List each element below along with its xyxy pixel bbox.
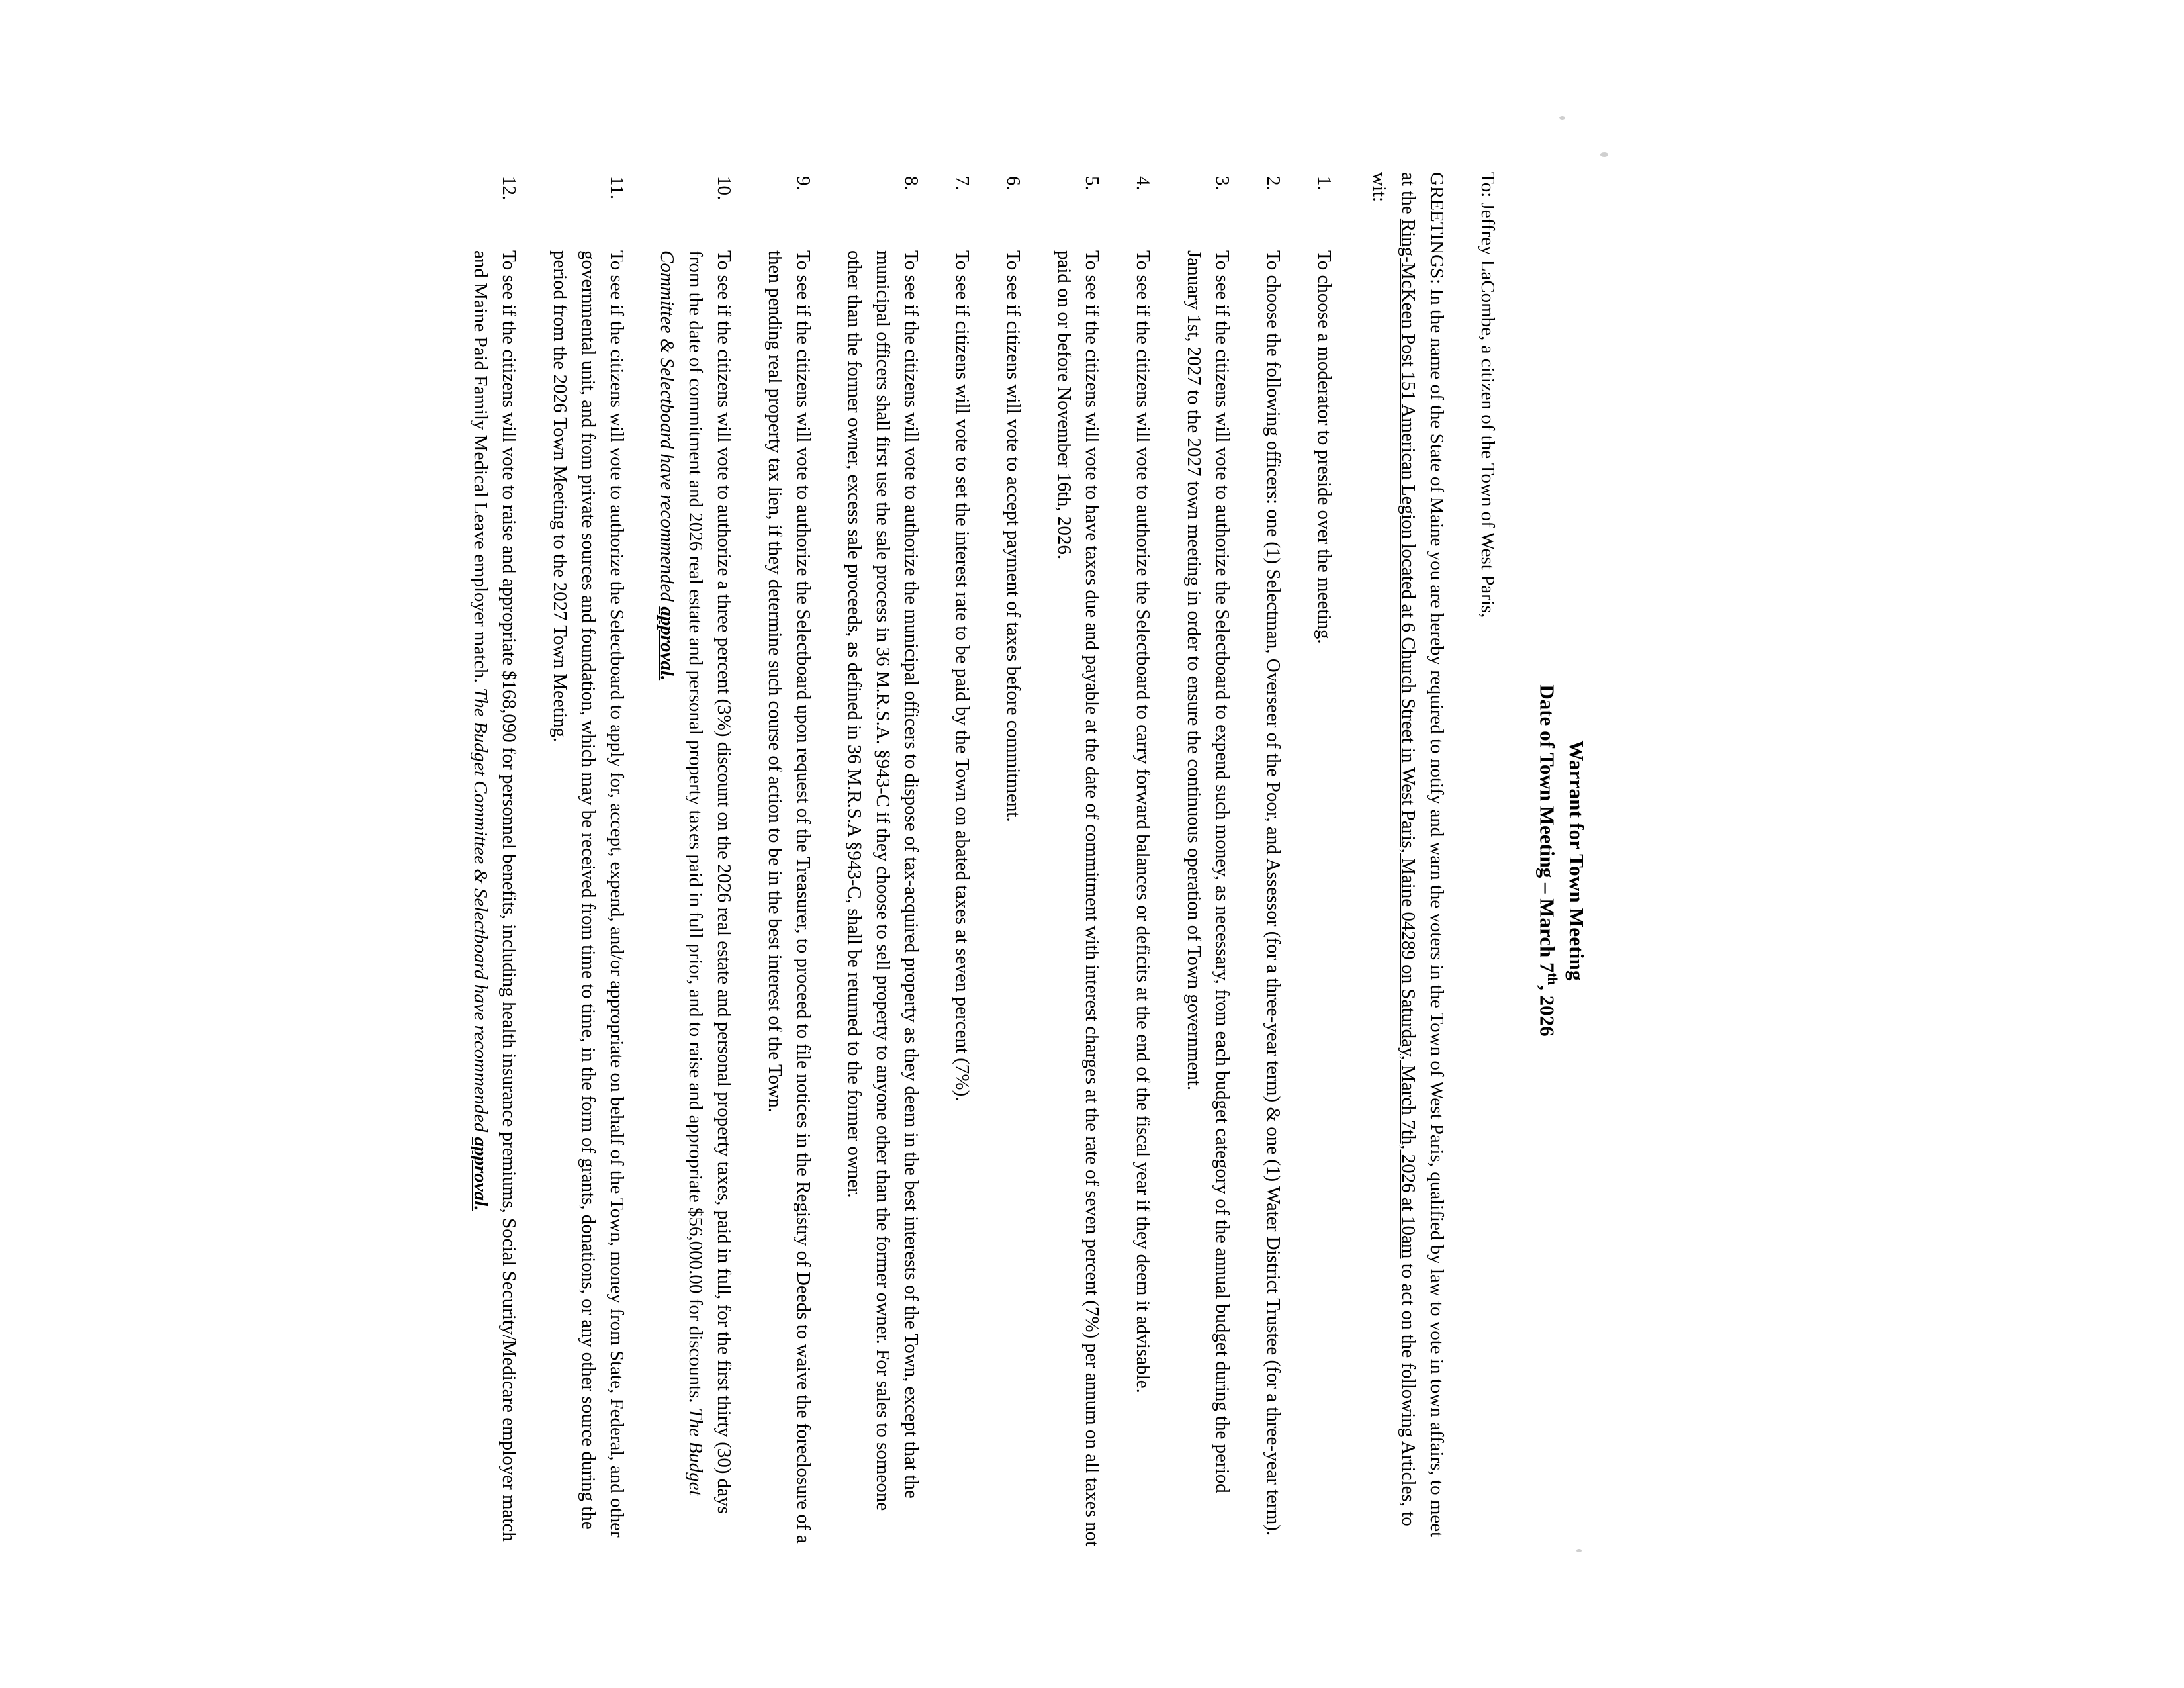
- article-text: To see if the citizens will vote to have taxes due and payable at the date of commitment with interest charges at the rate of seven percent (7%) per annum on all taxes not paid on or before November 16th, 2026.: [1053, 250, 1103, 1547]
- meeting-date-prefix: Date of Town Meeting – March 7: [1535, 684, 1559, 973]
- article-recommendation-note: The Budget Committee & Selectboard have recommended: [657, 250, 707, 1496]
- greeting-location-underlined: Ring-McKeen Post 151 American Legion located at 6 Church Street in West Paris, Maine 04289 on Saturday, March 7th, 2026 at 10am: [1398, 218, 1419, 1259]
- article-number: 12.: [498, 176, 520, 201]
- article-number: 3.: [1212, 176, 1234, 191]
- article-recommendation-approval: approval.: [657, 606, 678, 681]
- article-text: To see if the citizens will vote to authorize the Selectboard to apply for, accept, expend, and/or appropriate on behalf of the Town, money from State, Federal, and other governmental unit, and from private sources and foundation, which may be received from time to time, in the form of grants, donations, or any other source during the period from the 2026 Town Meeting to the 2027 Town Meeting.: [549, 250, 627, 1538]
- article-text: To see if the citizens will vote to authorize the Selectboard to expend such money, as necessary, from each budget category of the annual budget during the period January 1st, 2027 to the 2027 town meeting in order to ensure the continuous operation of Town government.: [1183, 250, 1234, 1493]
- article-text: To see if citizens will vote to accept payment of taxes before commitment.: [1002, 250, 1024, 822]
- article-number: 1.: [1314, 176, 1335, 191]
- greeting-text-part-2: to act on the following Articles, to wit:: [1369, 172, 1419, 1526]
- article-text: To choose the following officers: one (1) Selectman, Overseer of the Poor, and Assessor (for a three-year term) & one (1) Water District Trustee (for a three-year term).: [1263, 250, 1285, 1536]
- article-text: To see if the citizens will vote to authorize the Selectboard upon request of the Treasurer, to proceed to file notices in the Registry of Deeds to waive the foreclosure of a then pending real property tax lien, if they determine such course of action to be in the best interest of the Town.: [764, 250, 815, 1544]
- article-text: To see if citizens will vote to set the interest rate to be paid by the Town on abated taxes at seven percent (7%).: [951, 250, 973, 1102]
- article-recommendation-approval: approval.: [469, 1137, 491, 1211]
- meeting-date-year: , 2026: [1535, 985, 1559, 1037]
- article-item: [1259, 172, 1287, 1549]
- article-recommendation-note: The Budget Committee & Selectboard have recommended: [469, 688, 491, 1137]
- article-number: 5.: [1081, 176, 1103, 191]
- scan-speck: [1559, 116, 1565, 120]
- greeting-text-part-1: In the name of the State of Maine you are hereby required to notify and warn the voters in the Town of West Paris, qualified by law to vote in town affairs, to meet at the: [1398, 172, 1448, 1538]
- page-title: Warrant for Town Meeting: [1565, 740, 1588, 981]
- article-number: 9.: [793, 176, 815, 191]
- article-item: [466, 172, 523, 1549]
- article-number: 11.: [606, 176, 627, 200]
- meeting-date-heading: [1535, 172, 1561, 1549]
- article-item: [545, 172, 631, 1549]
- article-number: 2.: [1263, 176, 1285, 191]
- article-item: [999, 172, 1027, 1549]
- article-item: [653, 172, 739, 1549]
- article-number: 10.: [713, 176, 735, 201]
- article-item: [760, 172, 817, 1549]
- article-item: [1050, 172, 1107, 1549]
- article-item: [1179, 172, 1236, 1549]
- article-number: 4.: [1132, 176, 1154, 191]
- articles-list: [466, 172, 1338, 1549]
- article-item: [1128, 172, 1157, 1549]
- article-number: 6.: [1002, 176, 1024, 191]
- scan-speck: [1600, 152, 1608, 157]
- article-text: To see if the citizens will vote to authorize the Selectboard to carry forward balances or deficits at the end of the fiscal year if they deem it advisable.: [1132, 250, 1154, 1393]
- article-number: 8.: [900, 176, 922, 191]
- article-text: To see if the citizens will vote to raise and appropriate $168,090 for personnel benefits, including health insurance premiums, Social Security/Medicare employer match and Maine Paid Family Medical Leave employer match.: [469, 250, 520, 1542]
- article-item: [840, 172, 925, 1549]
- article-item: [948, 172, 976, 1549]
- addressee-line: To: Jeffrey LaCombe, a citizen of the Town of West Paris,: [1477, 172, 1498, 618]
- article-item: [1310, 172, 1338, 1549]
- scan-speck: [1576, 1549, 1582, 1552]
- meeting-date-ordinal-suffix: th: [1545, 972, 1561, 986]
- greeting-label: GREETINGS:: [1426, 172, 1448, 285]
- article-text: To choose a moderator to preside over the meeting.: [1314, 250, 1335, 644]
- article-text: To see if the citizens will vote to authorize a three percent (3%) discount on the 2026 real estate and personal property taxes, paid in full, for the first thirty (30) days from the date of commitment and 2026 real estate and personal property taxes paid in full prior, and to raise and appropriate $56,000.00 for discounts.: [685, 250, 735, 1514]
- article-text: To see if the citizens will vote to authorize the municipal officers to dispose of tax-acquired property as they deem in the best interests of the Town, except that the municipal officers shall first use the sale process in 36 M.R.S.A. §943-C if they choose to sell property to anyone other than the former owner. For sales to someone other than the former owner, excess sale proceeds, as defined in 36 M.R.S.A §943-C, shall be returned to the former owner.: [844, 250, 922, 1511]
- article-number: 7.: [951, 176, 973, 191]
- greeting-paragraph: [1365, 172, 1451, 1549]
